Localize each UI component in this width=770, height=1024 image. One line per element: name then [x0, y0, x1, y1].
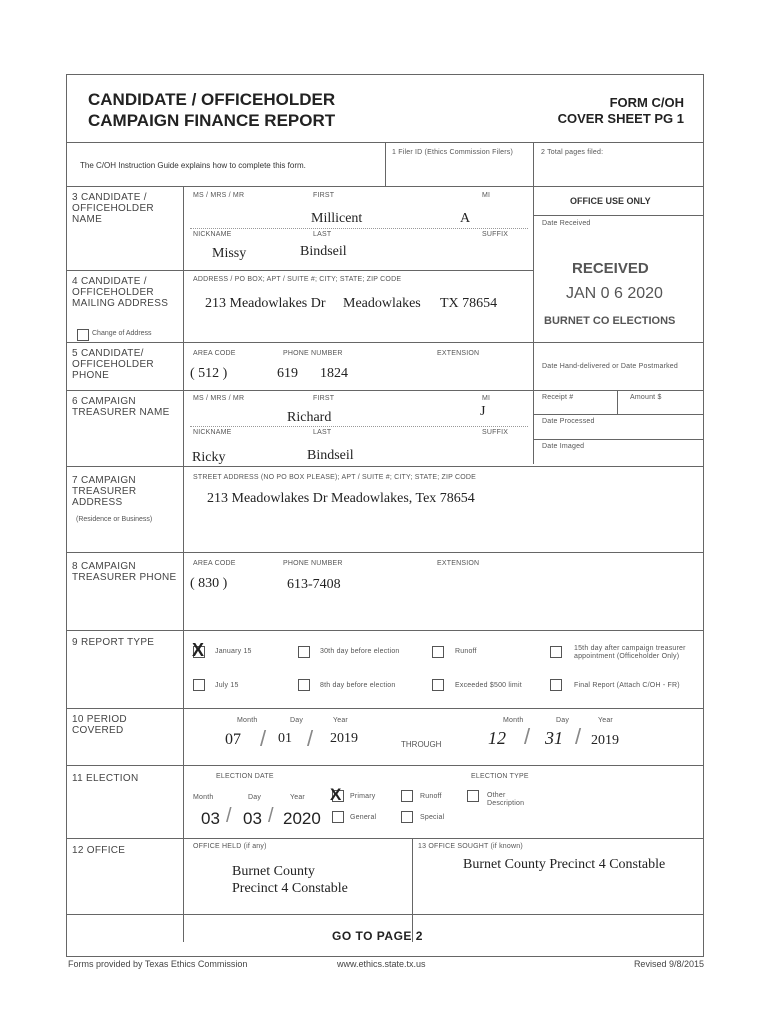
treasurer-address: 213 Meadowlakes Dr Meadowlakes, Tex 78654: [207, 491, 475, 506]
period-to-day-label: Day: [556, 717, 570, 724]
t-phone-number-label: PHONE NUMBER: [283, 560, 343, 567]
candidate-phone-prefix: 619: [277, 366, 298, 381]
section-6-label: 6 CAMPAIGN TREASURER NAME: [72, 396, 170, 418]
report-30th-day-checkbox[interactable]: [298, 646, 310, 658]
opt-runoff: Runoff: [455, 648, 477, 655]
opt-july-15: July 15: [215, 682, 239, 689]
change-of-address-label: Change of Address: [92, 330, 152, 337]
section-7-label: 7 CAMPAIGN TREASURER ADDRESS: [72, 475, 137, 508]
date-hand-delivered-label: Date Hand-delivered or Date Postmarked: [542, 363, 678, 370]
report-8th-day-checkbox[interactable]: [298, 679, 310, 691]
opt-january-15: January 15: [215, 648, 252, 655]
frame-top: [66, 74, 704, 75]
t-last-label: LAST: [313, 429, 332, 436]
election-runoff: Runoff: [420, 793, 442, 800]
slash-6: /: [268, 805, 274, 827]
election-month: 03: [201, 809, 220, 828]
date-processed-label: Date Processed: [542, 418, 595, 425]
office-held-line1: Burnet County: [232, 864, 315, 879]
mi-label: MI: [482, 192, 491, 199]
report-15th-day-checkbox[interactable]: [550, 646, 562, 658]
extension-label: EXTENSION: [437, 350, 480, 357]
election-year-label: Year: [290, 794, 305, 801]
report-july-15-checkbox[interactable]: [193, 679, 205, 691]
election-other: Other Description: [487, 792, 525, 807]
candidate-street: 213 Meadowlakes Dr: [205, 296, 326, 311]
frame-bottom: [66, 956, 704, 957]
period-to-year-label: Year: [598, 717, 613, 724]
date-imaged-label: Date Imaged: [542, 443, 585, 450]
slash-2: /: [307, 726, 314, 751]
election-type-label: ELECTION TYPE: [471, 773, 529, 780]
change-of-address-checkbox[interactable]: [77, 329, 89, 341]
received-date-stamp: JAN 0 6 2020: [566, 285, 663, 302]
election-year: 2020: [283, 809, 321, 828]
treasurer-mi: J: [480, 404, 486, 419]
phone-number-label: PHONE NUMBER: [283, 350, 343, 357]
report-final-checkbox[interactable]: [550, 679, 562, 691]
area-code-label: AREA CODE: [193, 350, 236, 357]
candidate-area-code: ( 512 ): [190, 366, 228, 381]
residence-or-business: (Residence or Business): [76, 516, 153, 523]
treasurer-last-name: Bindseil: [307, 448, 354, 463]
period-to-month-label: Month: [503, 717, 524, 724]
address-col-labels: ADDRESS / PO BOX; APT / SUITE #; CITY; STATE; ZIP CODE: [193, 276, 402, 283]
period-from-day-label: Day: [290, 717, 304, 724]
period-to-year: 2019: [591, 733, 619, 748]
office-held-line2: Precinct 4 Constable: [232, 881, 348, 896]
first-label: FIRST: [313, 192, 335, 199]
section-10-label: 10 PERIOD COVERED: [72, 714, 127, 736]
treasurer-area-code: ( 830 ): [190, 576, 228, 591]
slash-3: /: [524, 724, 531, 749]
section-3-label: 3 CANDIDATE / OFFICEHOLDER NAME: [72, 192, 154, 225]
candidate-nickname: Missy: [212, 246, 247, 261]
t-ms-label: MS / MRS / MR: [193, 395, 245, 402]
report-type-mark: X: [192, 640, 205, 660]
election-special: Special: [420, 814, 445, 821]
candidate-mi: A: [460, 211, 471, 226]
election-general: General: [350, 814, 377, 821]
section-8-label: 8 CAMPAIGN TREASURER PHONE: [72, 561, 177, 583]
footer-provided: Forms provided by Texas Ethics Commission: [68, 959, 248, 969]
amount-label: Amount $: [630, 394, 662, 401]
instruction-text: The C/OH Instruction Guide explains how to complete this form.: [80, 161, 306, 170]
candidate-state-zip: TX 78654: [440, 296, 498, 311]
office-sought: Burnet County Precinct 4 Constable: [463, 857, 666, 872]
section-12-label: 12 OFFICE: [72, 845, 126, 856]
election-date-label: ELECTION DATE: [216, 773, 274, 780]
slash-5: /: [226, 805, 232, 827]
opt-15th-day: 15th day after campaign treasurer appointment (Officeholder Only): [574, 645, 686, 660]
total-pages-label: 2 Total pages filed:: [541, 149, 604, 156]
candidate-city: Meadowlakes: [343, 296, 421, 311]
report-exceeded-checkbox[interactable]: [432, 679, 444, 691]
candidate-last-name: Bindseil: [300, 244, 347, 259]
period-from-month: 07: [225, 731, 241, 748]
slash-4: /: [575, 724, 582, 749]
candidate-phone-line: 1824: [320, 366, 348, 381]
t-nickname-label: NICKNAME: [193, 429, 232, 436]
t-area-code-label: AREA CODE: [193, 560, 236, 567]
candidate-first-name: Millicent: [311, 211, 363, 226]
nickname-label: NICKNAME: [193, 231, 232, 238]
receipt-label: Receipt #: [542, 394, 574, 401]
opt-final-report: Final Report (Attach C/OH - FR): [574, 682, 680, 689]
footer-revised: Revised 9/8/2015: [633, 959, 704, 969]
opt-30th-day: 30th day before election: [320, 648, 400, 655]
through-label: THROUGH: [401, 740, 442, 749]
section-4-label: 4 CANDIDATE / OFFICEHOLDER MAILING ADDRESS: [72, 276, 169, 309]
opt-8th-day: 8th day before election: [320, 682, 396, 689]
period-to-day: 31: [545, 728, 563, 748]
period-from-year: 2019: [330, 731, 358, 746]
date-received-label: Date Received: [542, 220, 591, 227]
t-mi-label: MI: [482, 395, 491, 402]
received-org-stamp: BURNET CO ELECTIONS: [544, 315, 676, 327]
office-use-title: OFFICE USE ONLY: [570, 196, 651, 206]
period-from-month-label: Month: [237, 717, 258, 724]
t-first-label: FIRST: [313, 395, 335, 402]
slash-1: /: [260, 726, 267, 751]
form-page: COVER SHEET PG 1: [557, 111, 684, 126]
t-suffix-label: SUFFIX: [482, 429, 509, 436]
election-day: 03: [243, 809, 262, 828]
frame-left: [66, 74, 67, 956]
section-5-label: 5 CANDIDATE/ OFFICEHOLDER PHONE: [72, 348, 154, 381]
received-stamp: RECEIVED: [572, 260, 649, 277]
period-to-month: 12: [488, 728, 506, 748]
t-address-col-labels: STREET ADDRESS (NO PO BOX PLEASE); APT / SUITE #; CITY; STATE; ZIP CODE: [193, 474, 477, 481]
t-extension-label: EXTENSION: [437, 560, 480, 567]
ms-label: MS / MRS / MR: [193, 192, 245, 199]
period-from-day: 01: [278, 731, 292, 746]
go-to-page-2: GO TO PAGE 2: [332, 929, 423, 943]
form-title-line2: CAMPAIGN FINANCE REPORT: [88, 111, 336, 130]
election-general-checkbox[interactable]: [332, 811, 344, 823]
election-runoff-checkbox[interactable]: [401, 790, 413, 802]
footer-url: www.ethics.state.tx.us: [337, 959, 426, 969]
form-id: FORM C/OH: [609, 95, 684, 110]
election-other-checkbox[interactable]: [467, 790, 479, 802]
form-title-line1: CANDIDATE / OFFICEHOLDER: [88, 90, 336, 109]
treasurer-phone: 613-7408: [287, 577, 341, 592]
election-month-label: Month: [193, 794, 214, 801]
treasurer-nickname: Ricky: [192, 450, 226, 465]
suffix-label: SUFFIX: [482, 231, 509, 238]
election-day-label: Day: [248, 794, 262, 801]
election-primary: Primary: [350, 793, 376, 800]
last-label: LAST: [313, 231, 332, 238]
filer-id-label: 1 Filer ID (Ethics Commission Filers): [392, 149, 513, 156]
election-type-mark: X: [330, 785, 342, 804]
opt-exceeded: Exceeded $500 limit: [455, 682, 522, 689]
section-11-label: 11 ELECTION: [72, 773, 139, 784]
report-runoff-checkbox[interactable]: [432, 646, 444, 658]
office-held-label: OFFICE HELD (if any): [193, 843, 267, 850]
election-special-checkbox[interactable]: [401, 811, 413, 823]
office-sought-label: 13 OFFICE SOUGHT (if known): [418, 843, 523, 850]
section-9-label: 9 REPORT TYPE: [72, 637, 155, 648]
period-from-year-label: Year: [333, 717, 348, 724]
treasurer-first-name: Richard: [287, 410, 332, 425]
